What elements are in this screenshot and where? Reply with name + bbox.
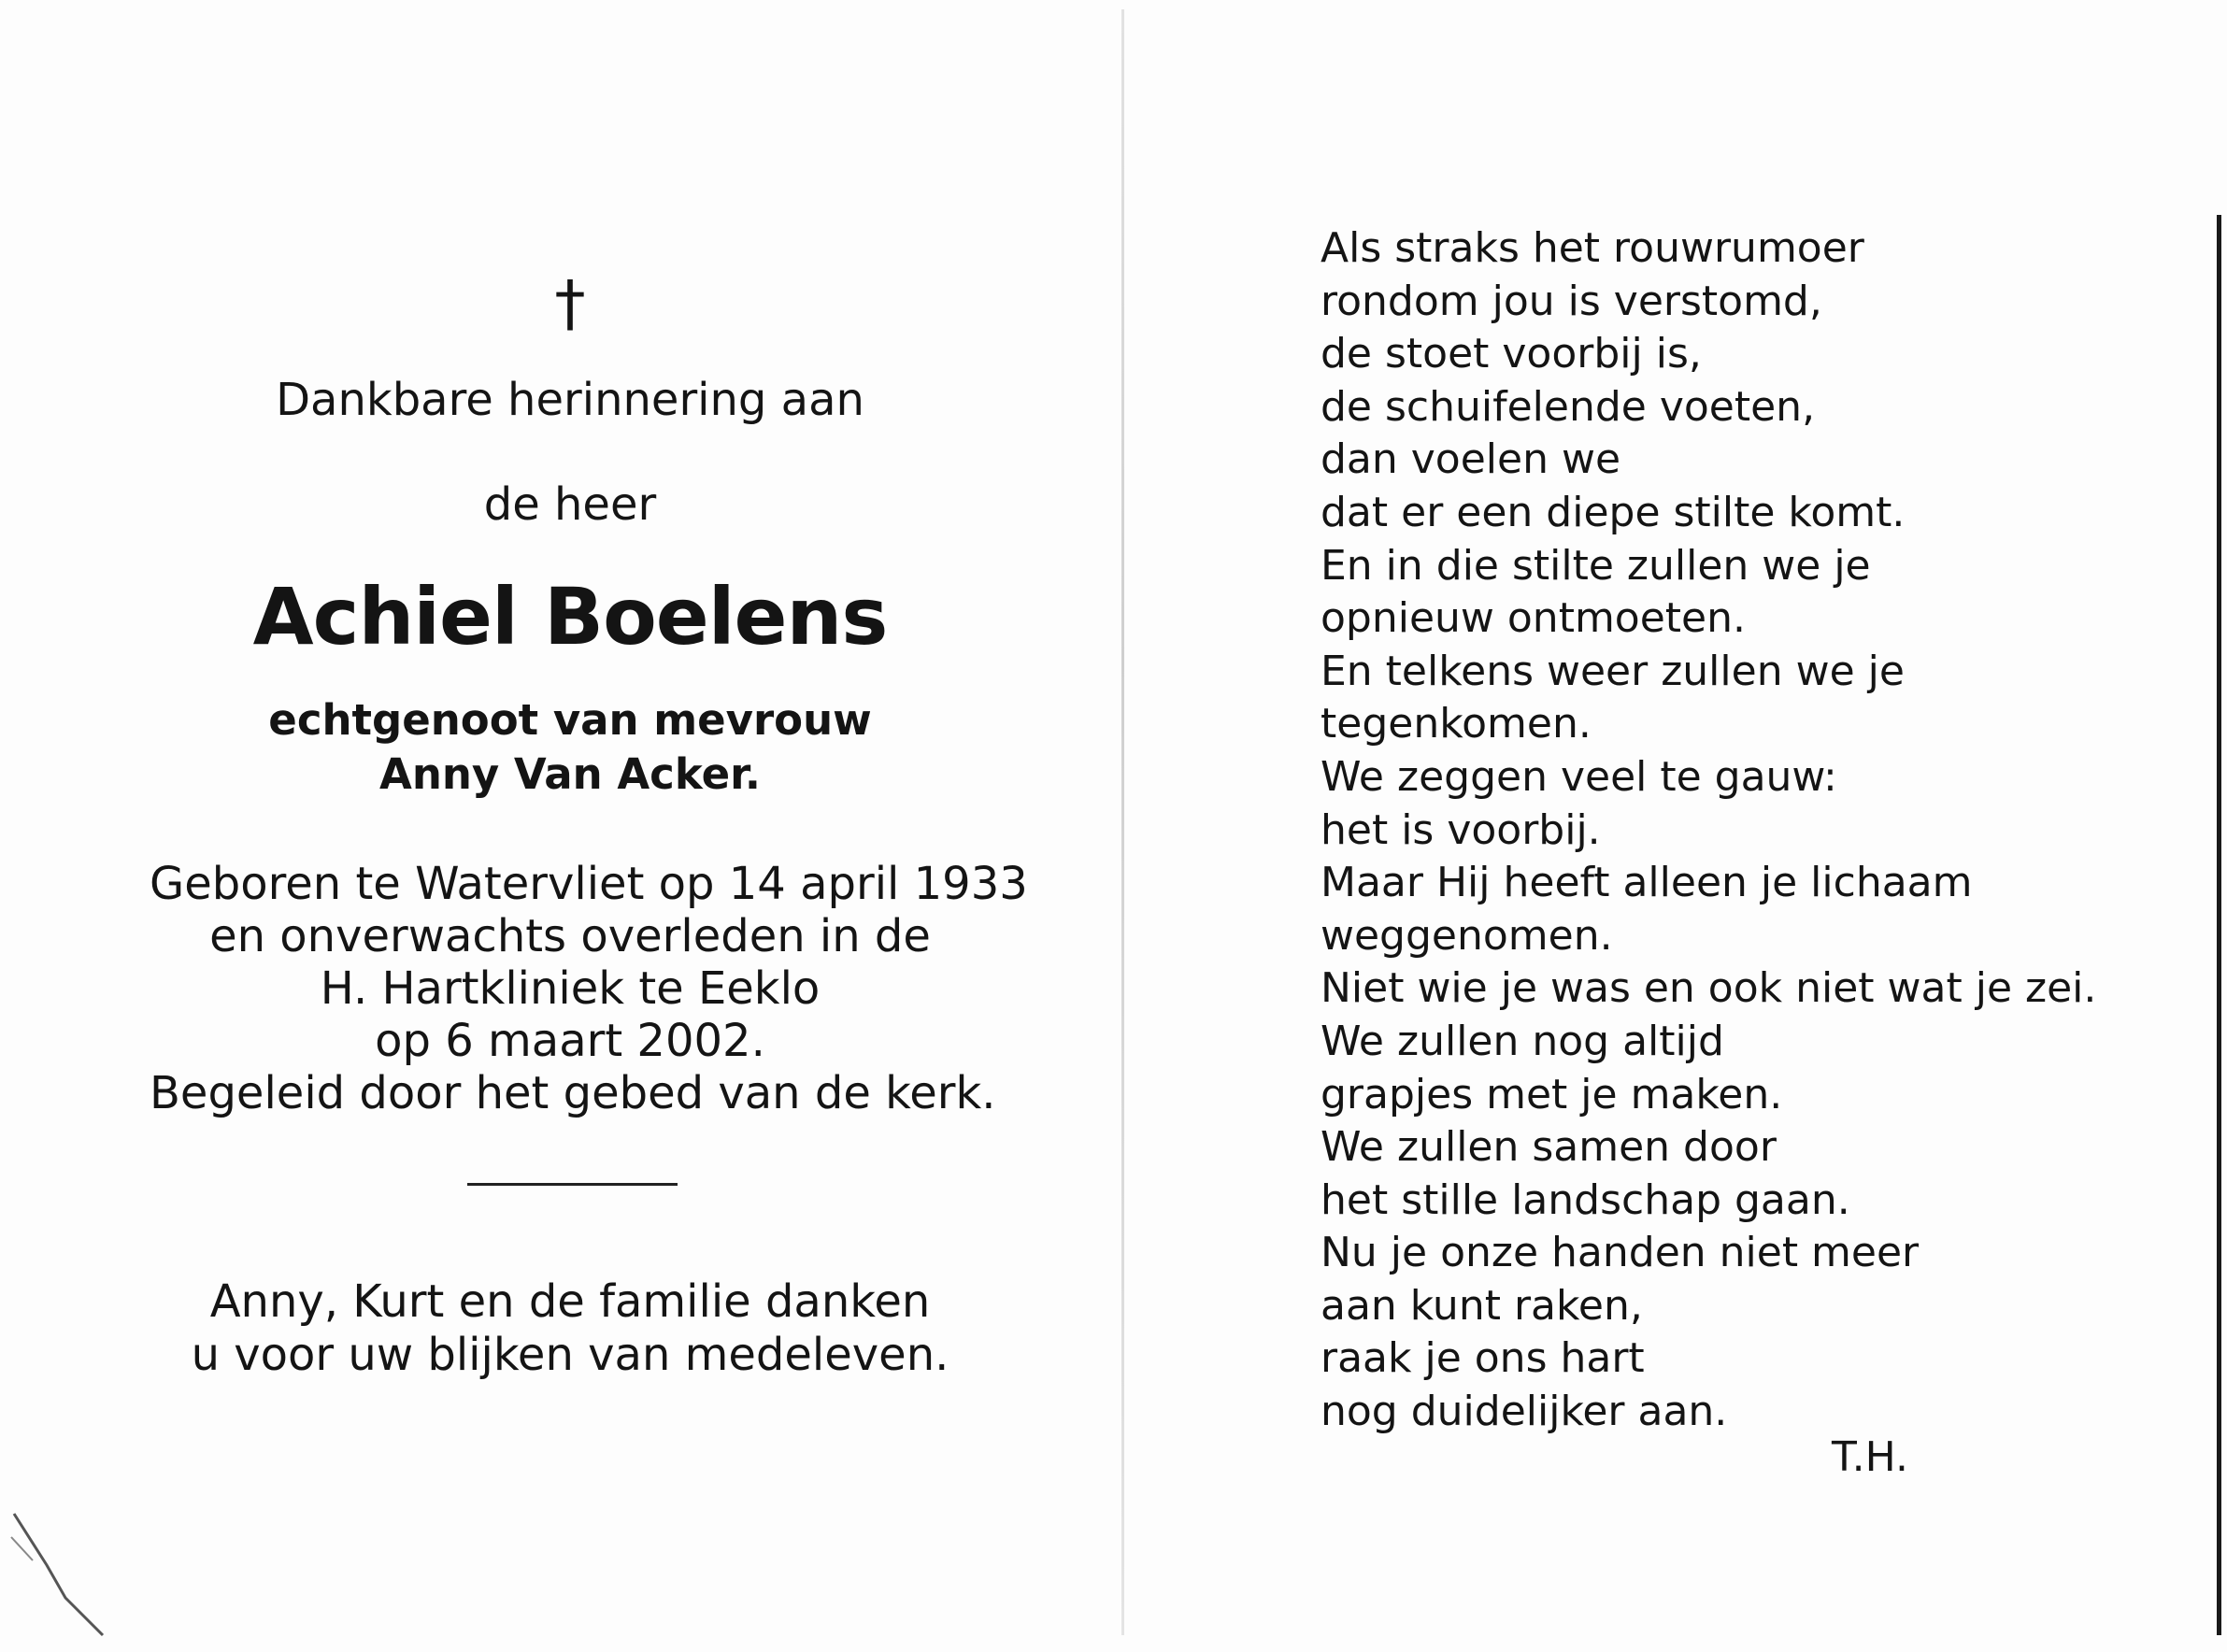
poem-line: opnieuw ontmoeten.	[1320, 594, 1746, 643]
spouse-line-2: Anny Van Acker.	[379, 749, 761, 799]
poem-line: nog duidelijker aan.	[1320, 1388, 1728, 1436]
bio-line: en onverwachts overleden in de	[209, 910, 931, 962]
poem-line: Nu je onze handen niet meer	[1320, 1229, 1920, 1277]
poem-line: de stoet voorbij is,	[1320, 330, 1702, 378]
poem-line: dan voelen we	[1320, 435, 1621, 484]
intro-text: Dankbare herinnering aan	[276, 374, 864, 426]
poem-signature: T.H.	[1832, 1433, 1908, 1481]
poem-line: dat er een diepe stilte komt.	[1320, 488, 1906, 536]
poem-line: En in die stilte zullen we je	[1320, 541, 1871, 590]
spouse-line-1: echtgenoot van mevrouw	[268, 695, 872, 745]
card-fold-line	[1121, 9, 1124, 1635]
poem-line: aan kunt raken,	[1320, 1281, 1643, 1330]
poem-line: We zullen samen door	[1320, 1123, 1777, 1172]
thanks-line: Anny, Kurt en de familie danken	[209, 1275, 931, 1328]
deceased-name: Achiel Boelens	[252, 571, 888, 662]
poem-line: rondom jou is verstomd,	[1320, 277, 1822, 325]
poem-line: het stille landschap gaan.	[1320, 1175, 1850, 1224]
poem-line: raak je ons hart	[1320, 1334, 1645, 1383]
bio-line: H. Hartkliniek te Eeklo	[320, 962, 821, 1015]
poem-line: We zeggen veel te gauw:	[1320, 752, 1837, 801]
corner-scratch-mark	[9, 1495, 112, 1645]
bio-line: Begeleid door het gebed van de kerk.	[150, 1067, 996, 1119]
poem	[1320, 222, 2162, 1439]
bio-line: Geboren te Watervliet op 14 april 1933	[150, 858, 1028, 910]
thanks-line: u voor uw blijken van medeleven.	[191, 1329, 949, 1381]
poem-line: Niet wie je was en ook niet wat je zei.	[1320, 964, 2097, 1013]
poem-line: En telkens weer zullen we je	[1320, 647, 1905, 695]
poem-line: Als straks het rouwrumoer	[1320, 224, 1864, 272]
card-right-edge	[2217, 215, 2221, 1635]
poem-line: de schuifelende voeten,	[1320, 382, 1816, 431]
poem-line: Maar Hij heeft alleen je lichaam	[1320, 859, 1973, 907]
poem-line: weggenomen.	[1320, 911, 1613, 960]
poem-line: grapjes met je maken.	[1320, 1070, 1783, 1118]
poem-line: We zullen nog altijd	[1320, 1017, 1724, 1065]
bio-line: op 6 maart 2002.	[375, 1015, 765, 1067]
cross-icon: †	[554, 267, 586, 339]
poem-line: tegenkomen.	[1320, 700, 1592, 748]
title-text: de heer	[483, 478, 657, 531]
poem-line: het is voorbij.	[1320, 805, 1601, 854]
divider-rule	[467, 1183, 678, 1186]
